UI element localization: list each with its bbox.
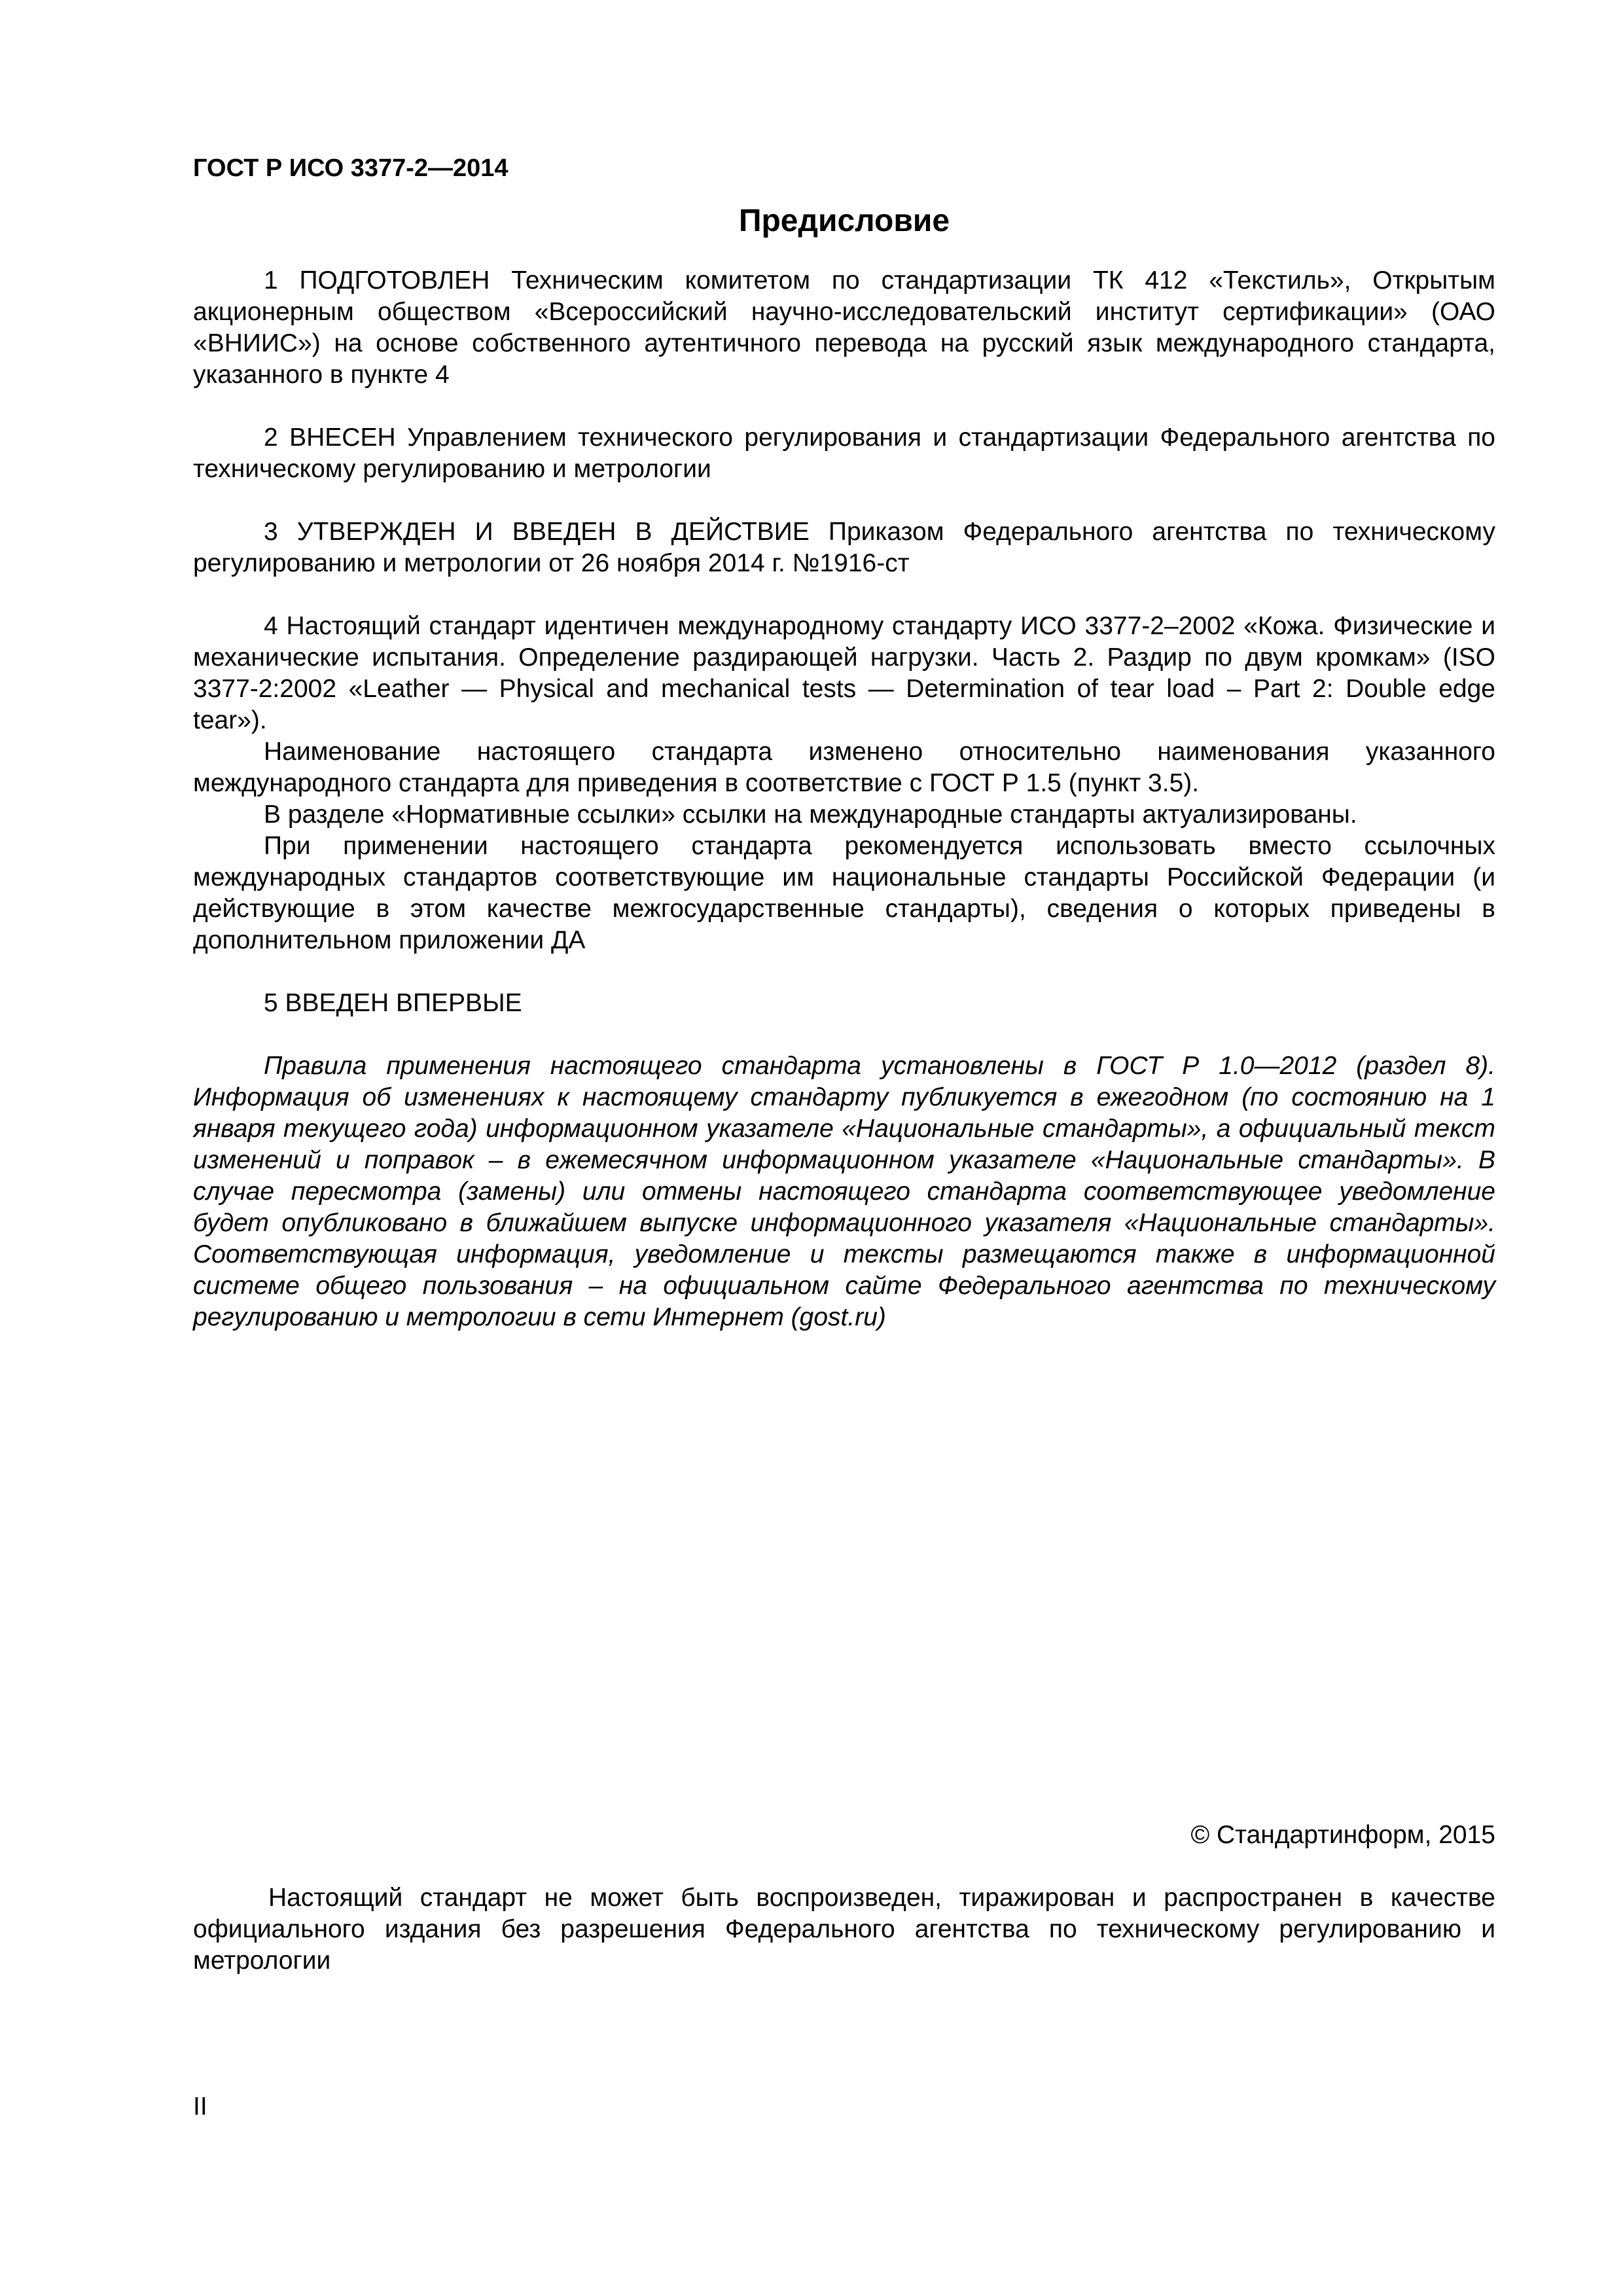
reproduction-notice: Настоящий стандарт не может быть воспроизведен, тиражирован и распространен в качестве официального издания без разрешения Федерального агентства по техническому регулированию и метрологии: [193, 1884, 1495, 1975]
foreword-item-4-identity: 4 Настоящий стандарт идентичен международному стандарту ИСО 3377-2–2002 «Кожа. Физические и механические испытания. Определение раздирающей нагрузки. Часть 2. Раздир по двум кромкам» (ISO 3377-2:2002 «Leather — Physical and mechanical tests — Determination of tear load – Part 2: Double edge tear»).: [193, 612, 1495, 734]
document-code-header: ГОСТ Р ИСО 3377-2—2014: [193, 154, 508, 182]
application-rules-note: Правила применения настоящего стандарта установлены в ГОСТ Р 1.0—2012 (раздел 8). Информация об изменениях к настоящему стандарту публикуется в ежегодном (по состоянию на 1 января текущего года) информационном указателе «Национальные стандарты», а официальный текст изменений и поправок – в ежемесячном информационном указателе «Национальные стандарты». В случае пересмотра (замены) или отмены настоящего стандарта соответствующее уведомление будет опубликовано в ближайшем выпуске информационного указателя «Национальные стандарты». Соответствующая информация, уведомление и тексты размещаются также в информационной системе общего пользования – на официальном сайте Федерального агентства по техническому регулированию и метрологии в сети Интернет (gost.ru): [193, 1052, 1495, 1331]
foreword-item-4-name-change: Наименование настоящего стандарта изменено относительно наименования указанного международного стандарта для приведения в соответствие с ГОСТ Р 1.5 (пункт 3.5).: [193, 738, 1495, 797]
foreword-item-4-national-standards: При применении настоящего стандарта рекомендуется использовать вместо ссылочных международных стандартов соответствующие им национальные стандарты Российской Федерации (и действующие в этом качестве межгосударственные стандарты), сведения о которых приведены в дополнительном приложении ДА: [193, 832, 1495, 954]
foreword-item-1-prepared: 1 ПОДГОТОВЛЕН Техническим комитетом по стандартизации ТК 412 «Текстиль», Открытым акционерным обществом «Всероссийский научно-исследовательский институт сертификации» (ОАО «ВНИИС») на основе собственного аутентичного перевода на русский язык международного стандарта, указанного в пункте 4: [193, 266, 1495, 389]
page-title: Предисловие: [738, 204, 950, 238]
foreword-item-3-approved: 3 УТВЕРЖДЕН И ВВЕДЕН В ДЕЙСТВИЕ Приказом Федерального агентства по техническому регулированию и метрологии от 26 ноября 2014 г. №1916-ст: [193, 518, 1495, 577]
foreword-item-5-introduced: 5 ВВЕДЕН ВПЕРВЫЕ: [264, 989, 522, 1017]
foreword-item-2-submitted: 2 ВНЕСЕН Управлением технического регулирования и стандартизации Федерального агентства по техническому регулированию и метрологии: [193, 423, 1495, 483]
page-number: II: [193, 2092, 207, 2121]
foreword-body: [193, 265, 1495, 1333]
foreword-item-4-references: В разделе «Нормативные ссылки» ссылки на международные стандарты актуализированы.: [264, 800, 1357, 829]
copyright-line: © Стандартинформ, 2015: [1190, 1821, 1495, 1849]
